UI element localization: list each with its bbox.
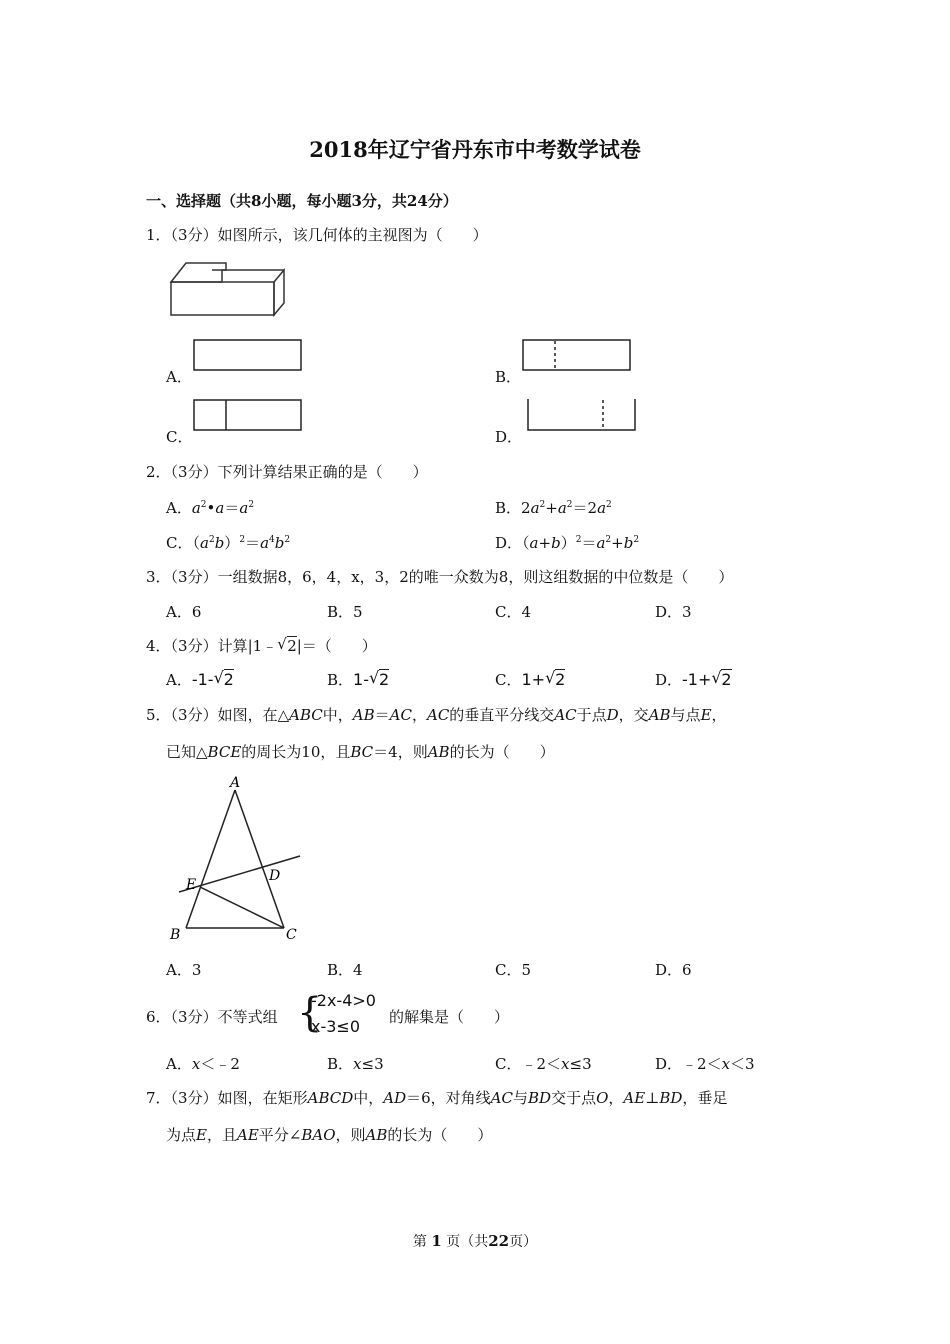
- q5-option-c[interactable]: C．5: [495, 961, 532, 979]
- question-1: [146, 224, 488, 245]
- q3-option-b[interactable]: B．5: [327, 603, 363, 621]
- q3-option-a[interactable]: A．6: [166, 603, 202, 621]
- q6-option-b[interactable]: B．x≤3: [327, 1055, 384, 1073]
- q2-option-c-expr: $(a^2b)^2=a^4b^2$: [192, 534, 291, 552]
- q1-option-c-figure: [193, 399, 303, 433]
- page-title: 2018年辽宁省丹东市中考数学试卷: [309, 137, 641, 162]
- question-text: 一组数据8，6，4，x，3，2的唯一众数为8，则这组数据的中位数是（ ）: [217, 568, 734, 586]
- q1-option-d[interactable]: D．: [495, 428, 523, 446]
- q1-option-a[interactable]: A．: [166, 368, 192, 386]
- q4-option-d-expr: -1+ 2 √: [682, 668, 732, 689]
- question-5-line-2: 已知△BCE的周长为10，且BC＝4，则AB的长为（ ）: [166, 743, 555, 761]
- question-score: （3分）: [170, 568, 218, 586]
- q5-option-d[interactable]: D．6: [655, 961, 692, 979]
- vertex-label-e: E: [186, 877, 197, 893]
- q4-option-b[interactable]: B．1- 2 √: [327, 668, 390, 689]
- question-text-a: 计算|1﹣: [217, 637, 278, 655]
- question-number: 1．: [146, 226, 171, 244]
- question-text: 如图，在△ABC中，AB＝AC，AC的垂直平分线交AC于点D，交AB与点E，: [217, 706, 727, 724]
- question-3: [146, 566, 733, 587]
- q2-option-c[interactable]: C．$(a^2b)^2=a^4b^2$: [166, 534, 291, 552]
- question-6: [146, 1006, 278, 1027]
- question-text-a: 不等式组: [217, 1008, 278, 1026]
- question-text: 如图所示，该几何体的主视图为（ ）: [217, 226, 488, 244]
- q4-option-c-expr: 1+ 2 √: [521, 668, 566, 689]
- question-4: [146, 635, 377, 656]
- brace-icon: {: [297, 990, 323, 1036]
- page-number: 1: [431, 1232, 442, 1250]
- q5-option-a[interactable]: A．3: [166, 961, 202, 979]
- question-7-line-2: 为点E，且AE平分∠BAO，则AB的长为（ ）: [166, 1126, 493, 1144]
- q4-option-d[interactable]: D．-1+ 2 √: [655, 668, 732, 689]
- q2-option-a[interactable]: A．$a^2•a=a^2$: [166, 499, 255, 517]
- q4-option-c[interactable]: C．1+ 2 √: [495, 668, 566, 689]
- vertex-label-c: C: [286, 927, 297, 943]
- page-footer: 第 1 页（共22页）: [412, 1232, 538, 1250]
- q2-option-d[interactable]: D．$(a+b)^2=a^2+b^2$: [495, 534, 640, 552]
- question-5: [146, 704, 727, 725]
- inequality-1: -2x-4>0: [311, 991, 376, 1010]
- section-heading: 一、选择题（共8小题，每小题3分，共24分）: [146, 192, 458, 210]
- question-score: （3分）: [170, 226, 218, 244]
- q1-option-c[interactable]: C．: [166, 428, 193, 446]
- q4-option-a[interactable]: A．-1- 2 √: [166, 668, 234, 689]
- question-number: 5．: [146, 706, 171, 724]
- question-number: 4．: [146, 637, 171, 655]
- q1-option-b[interactable]: B．: [495, 368, 522, 386]
- q3-option-d[interactable]: D．3: [655, 603, 692, 621]
- vertex-label-a: A: [230, 775, 241, 791]
- question-score: （3分）: [170, 706, 218, 724]
- sqrt-2: 2 √: [277, 635, 297, 655]
- q1-option-b-figure: [522, 339, 632, 373]
- question-number: 3．: [146, 568, 171, 586]
- question-score: （3分）: [170, 1089, 218, 1107]
- question-text: 下列计算结果正确的是（ ）: [217, 463, 428, 481]
- q6-option-c[interactable]: C．﹣2＜x≤3: [495, 1055, 592, 1073]
- q3-option-c[interactable]: C．4: [495, 603, 532, 621]
- question-text: 如图，在矩形ABCD中，AD＝6，对角线AC与BD交于点O，AE⊥BD，垂足: [217, 1089, 728, 1107]
- q5-option-b[interactable]: B．4: [327, 961, 363, 979]
- total-pages: 22: [488, 1232, 510, 1250]
- question-number: 2．: [146, 463, 171, 481]
- q5-triangle-figure: [164, 772, 306, 944]
- inequality-system: [297, 988, 376, 1040]
- q1-solid-figure: [166, 258, 288, 320]
- q2-option-a-expr: $a^2•a=a^2$: [191, 499, 255, 517]
- inequality-2: x-3≤0: [311, 1017, 361, 1036]
- vertex-label-b: B: [170, 927, 181, 943]
- q1-option-a-figure: [193, 339, 303, 373]
- question-7: [146, 1087, 727, 1108]
- question-score: （3分）: [170, 463, 218, 481]
- q2-option-b[interactable]: B．$2a^2+a^2=2a^2$: [495, 499, 612, 517]
- q6-option-a[interactable]: A．x＜﹣2: [166, 1055, 240, 1073]
- question-number: 7．: [146, 1089, 171, 1107]
- question-score: （3分）: [170, 637, 218, 655]
- question-2: [146, 461, 428, 482]
- q2-option-d-expr: $(a+b)^2=a^2+b^2$: [522, 534, 640, 552]
- question-number: 6．: [146, 1008, 171, 1026]
- question-text-b: |＝（ ）: [296, 637, 377, 655]
- q4-option-a-expr: -1- 2 √: [191, 668, 234, 689]
- q2-option-b-expr: $2a^2+a^2=2a^2$: [521, 499, 612, 517]
- question-6-tail: 的解集是（ ）: [389, 1008, 510, 1026]
- question-score: （3分）: [170, 1008, 218, 1026]
- vertex-label-d: D: [269, 868, 281, 884]
- q1-option-d-figure: [527, 398, 639, 434]
- q6-option-d[interactable]: D．﹣2＜x＜3: [655, 1055, 755, 1073]
- q4-option-b-expr: 1- 2 √: [353, 668, 390, 689]
